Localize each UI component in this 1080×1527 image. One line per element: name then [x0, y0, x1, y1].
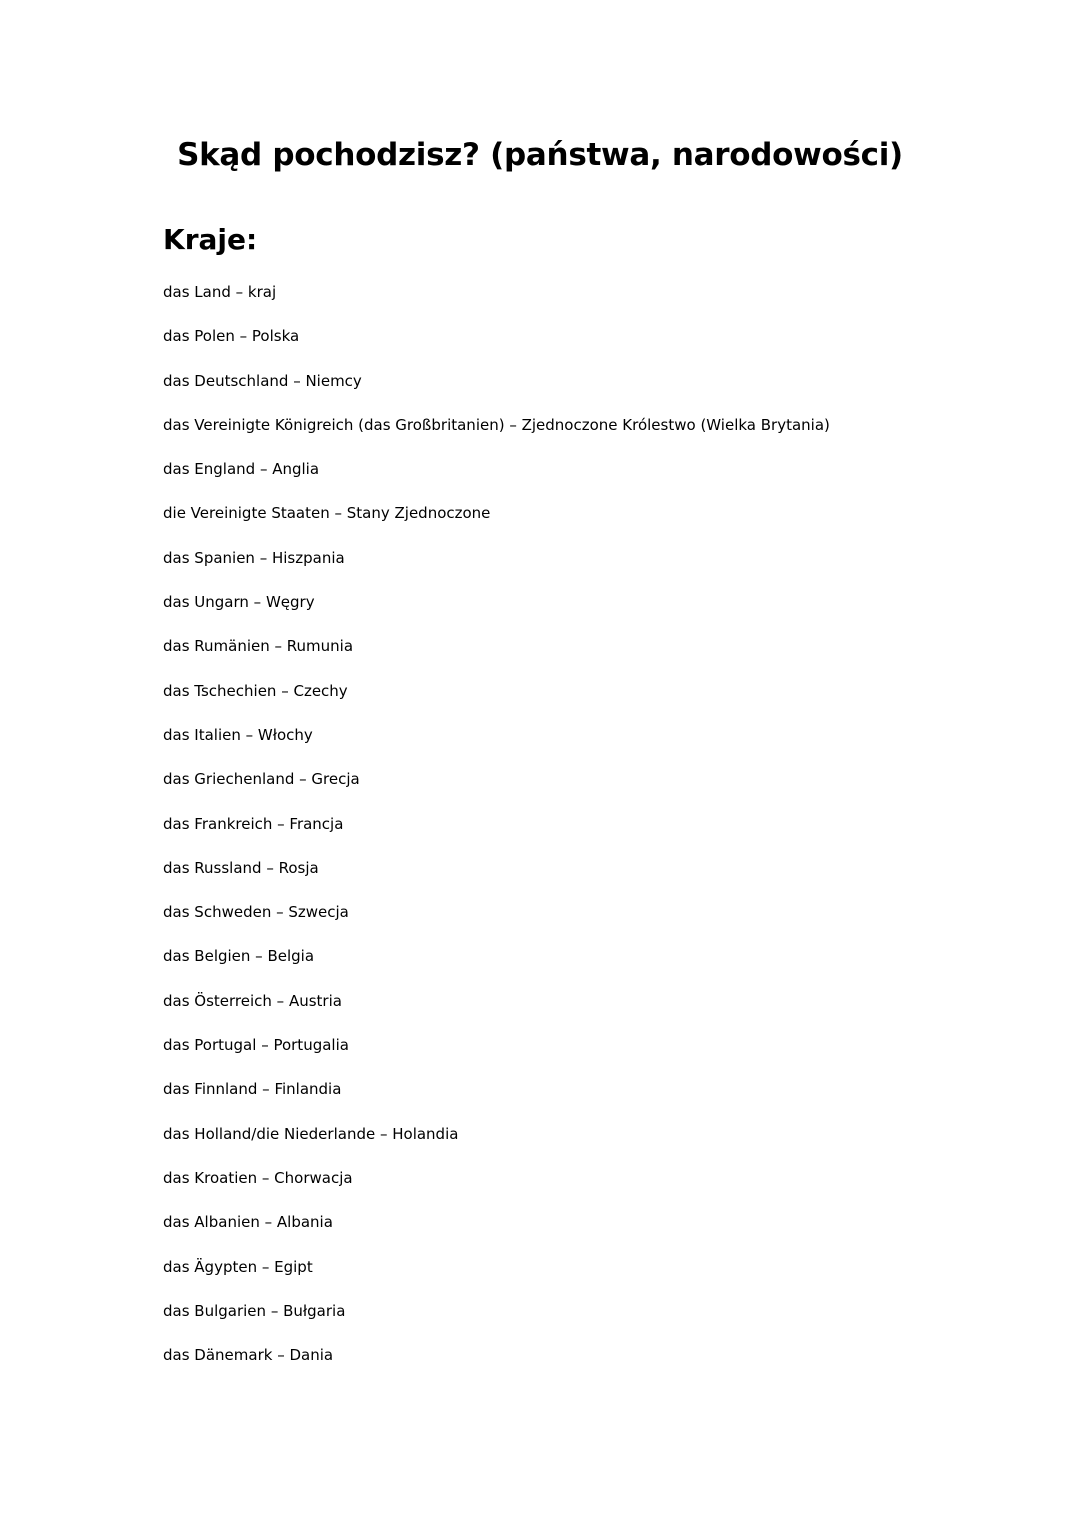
vocab-entry: das England – Anglia — [163, 460, 320, 479]
vocab-entry: das Holland/die Niederlande – Holandia — [163, 1124, 459, 1143]
vocab-entry: das Rumänien – Rumunia — [163, 637, 354, 656]
vocab-entry: das Ägypten – Egipt — [163, 1257, 313, 1276]
vocab-entry: das Kroatien – Chorwacja — [163, 1168, 353, 1187]
vocab-entry: das Dänemark – Dania — [163, 1346, 334, 1365]
vocab-entry: das Frankreich – Francja — [163, 814, 344, 833]
vocab-entry: das Polen – Polska — [163, 327, 300, 346]
vocab-entry: das Griechenland – Grecja — [163, 770, 360, 789]
vocab-entry: das Belgien – Belgia — [163, 947, 315, 966]
vocab-entry: das Bulgarien – Bułgaria — [163, 1301, 346, 1320]
vocab-entry: das Spanien – Hiszpania — [163, 548, 345, 567]
vocab-entry: das Russland – Rosja — [163, 858, 319, 877]
vocab-entry: das Österreich – Austria — [163, 991, 342, 1010]
vocab-entry: das Ungarn – Węgry — [163, 593, 315, 612]
vocab-entry: das Finnland – Finlandia — [163, 1080, 342, 1099]
vocabulary-list — [163, 281, 830, 1388]
vocab-entry: das Italien – Włochy — [163, 725, 313, 744]
vocab-entry: das Tschechien – Czechy — [163, 681, 348, 700]
page-title: Skąd pochodzisz? (państwa, narodowości) — [177, 137, 903, 173]
section-heading-countries: Kraje: — [163, 223, 258, 256]
vocab-entry: das Deutschland – Niemcy — [163, 371, 362, 390]
vocab-entry: das Portugal – Portugalia — [163, 1036, 349, 1055]
vocab-entry: das Land – kraj — [163, 283, 277, 301]
vocab-entry: das Schweden – Szwecja — [163, 903, 349, 922]
vocab-entry: die Vereinigte Staaten – Stany Zjednoczone — [163, 504, 491, 523]
vocab-entry: das Vereinigte Königreich (das Großbritanien) – Zjednoczone Królestwo (Wielka Brytania) — [163, 415, 830, 434]
vocab-entry: das Albanien – Albania — [163, 1213, 333, 1232]
